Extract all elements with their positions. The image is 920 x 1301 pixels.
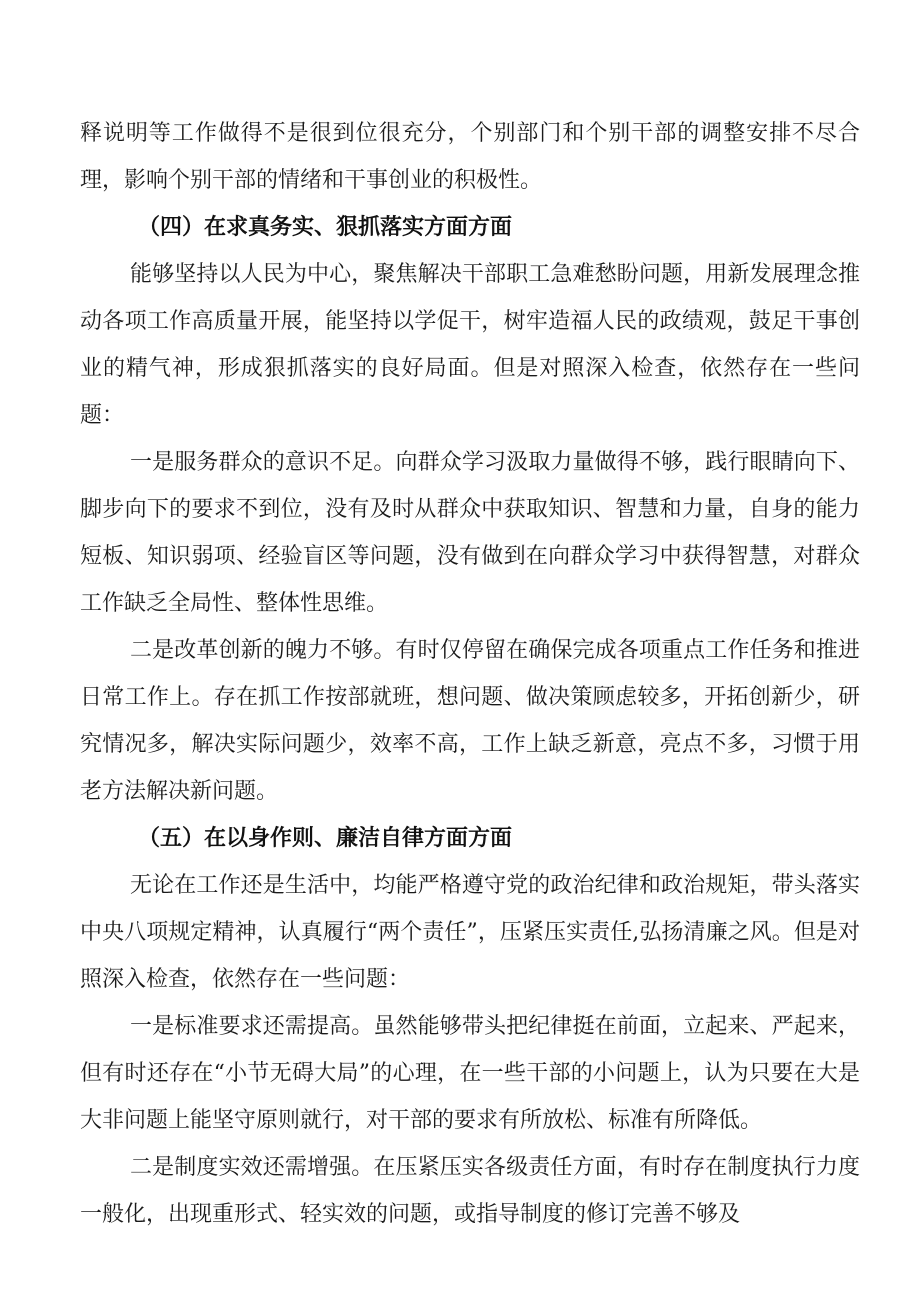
section-heading-five: （五）在以身作则、廉洁自律方面方面	[138, 826, 513, 851]
paragraph-continuation: 释说明等工作做得不是很到位很充分，个别部门和个别干部的调整安排不尽合理，影响个别干部的情绪和干事创业的积极性。	[80, 121, 860, 193]
paragraph-intro-four: 能够坚持以人民为中心，聚焦解决干部职工急难愁盼问题，用新发展理念推动各项工作高质量开展，能坚持以学促干，树牢造福人民的政绩观，鼓足干事创业的精气神，形成狠抓落实的良好局面。但是对照深入检查，依然存在一些问题：	[80, 262, 860, 428]
document-body	[80, 110, 860, 1238]
section-heading-four: （四）在求真务实、狠抓落实方面方面	[138, 215, 513, 240]
paragraph-intro-five: 无论在工作还是生活中，均能严格遵守党的政治纪律和政治规矩，带头落实中央八项规定精神，认真履行“两个责任”，压紧压实责任,弘扬清廉之风。但是对照深入检查，依然存在一些问题：	[80, 873, 860, 992]
paragraph-issue-one: 一是服务群众的意识不足。向群众学习汲取力量做得不够，践行眼睛向下、脚步向下的要求不到位，没有及时从群众中获取知识、智慧和力量，自身的能力短板、知识弱项、经验盲区等问题，没有做到在向群众学习中获得智慧，对群众工作缺乏全局性、整体性思维。	[80, 450, 860, 616]
paragraph-issue-two: 二是改革创新的魄力不够。有时仅停留在确保完成各项重点工作任务和推进日常工作上。存在抓工作按部就班，想问题、做决策顾虑较多，开拓创新少，研究情况多，解决实际问题少，效率不高，工作上缺乏新意，亮点不多，习惯于用老方法解决新问题。	[80, 638, 860, 804]
paragraph-issue-three: 一是标准要求还需提高。虽然能够带头把纪律挺在前面，立起来、严起来，但有时还存在“小节无碍大局”的心理，在一些干部的小问题上，认为只要在大是大非问题上能坚守原则就行，对干部的要求有所放松、标准有所降低。	[80, 1014, 860, 1133]
paragraph-issue-four: 二是制度实效还需增强。在压紧压实各级责任方面，有时存在制度执行力度一般化，出现重形式、轻实效的问题，或指导制度的修订完善不够及	[80, 1155, 860, 1227]
